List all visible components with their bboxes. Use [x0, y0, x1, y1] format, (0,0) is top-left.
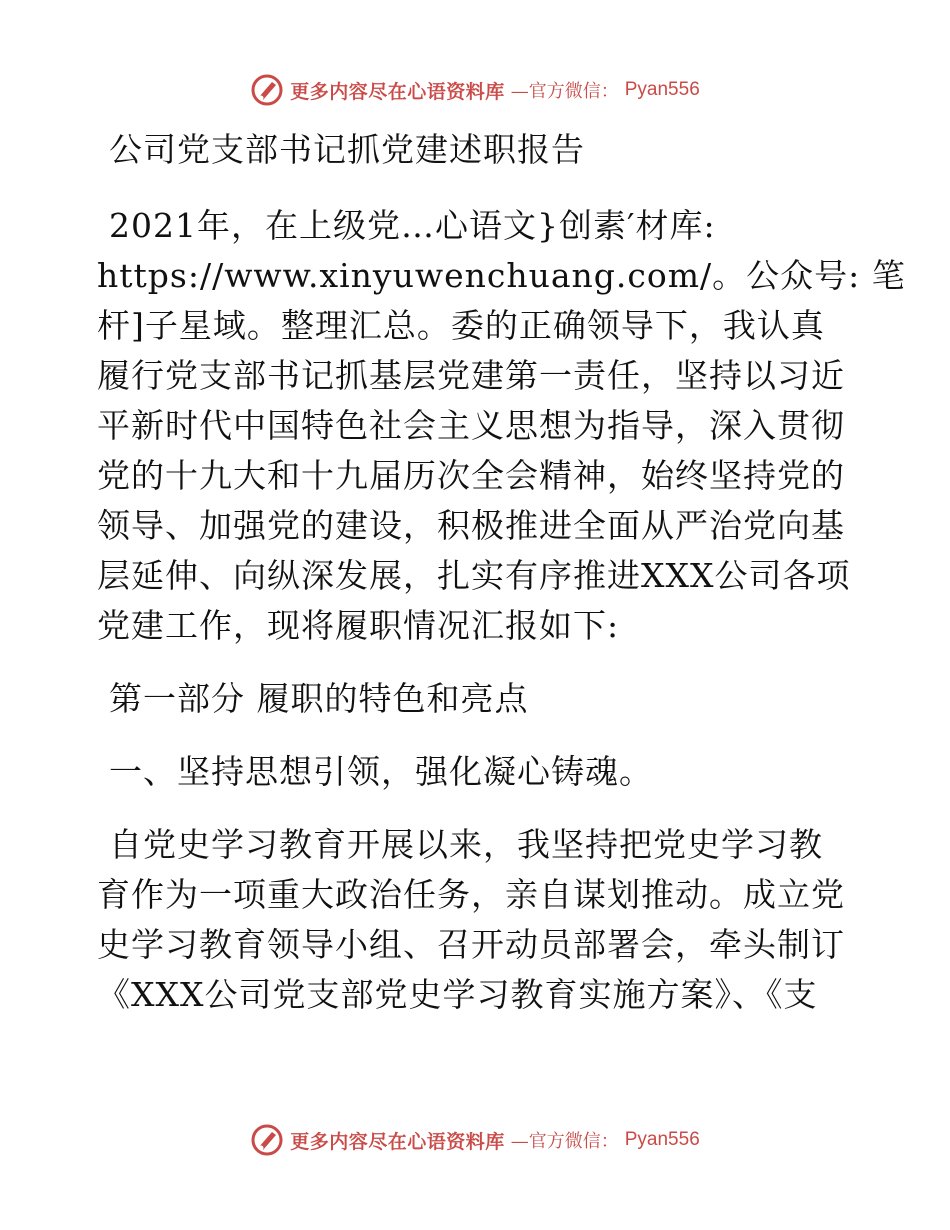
intro-line: 党建工作，现将履职情况汇报如下:	[97, 606, 620, 645]
intro-line: 层延伸、向纵深发展，扎实有序推进XXX公司各项	[97, 556, 851, 595]
banner-main-text: 更多内容尽在心语资料库	[290, 80, 505, 103]
header-banner	[0, 70, 950, 110]
footer-banner	[0, 1120, 950, 1160]
intro-line: 党的十九大和十九届历次全会精神，始终坚持党的	[97, 456, 845, 495]
body-line: 育作为一项重大政治任务，亲自谋划推动。成立党	[97, 875, 845, 914]
banner-wechat-id: Pyan556	[624, 79, 700, 100]
intro-line: 杆]子星域。整理汇总。委的正确领导下，我认真	[97, 306, 825, 345]
intro-line: https://www.xinyuwenchuang.com/。公众号: 笔	[97, 256, 906, 295]
intro-line: 领导、加强党的建设，积极推进全面从严治党向基	[97, 506, 845, 545]
intro-paragraph	[97, 201, 906, 651]
intro-line: 履行党支部书记抓基层党建第一责任，坚持以习近	[97, 356, 845, 395]
banner-wechat-id: Pyan556	[624, 1129, 700, 1150]
pen-logo-icon	[250, 73, 284, 107]
body-line: 自党史学习教育开展以来，我坚持把党史学习教	[109, 825, 823, 864]
intro-line: 平新时代中国特色社会主义思想为指导，深入贯彻	[97, 406, 845, 445]
intro-line: 2021年，在上级党…心语文}创素′材库:	[109, 206, 716, 245]
banner-sub-text: —官方微信：	[510, 81, 619, 102]
part-heading: 第一部分 履职的特色和亮点	[109, 679, 529, 718]
section-heading: 一、坚持思想引领，强化凝心铸魂。	[109, 752, 653, 791]
body-paragraph	[97, 820, 857, 1020]
body-line: 《XXX公司党支部党史学习教育实施方案》、《支	[97, 975, 818, 1014]
body-line: 史学习教育领导小组、召开动员部署会，牵头制订	[97, 925, 845, 964]
banner-sub-text: —官方微信：	[510, 1131, 619, 1152]
banner-main-text: 更多内容尽在心语资料库	[290, 1130, 505, 1153]
document-body	[97, 118, 906, 1020]
document-title: 公司党支部书记抓党建述职报告	[109, 130, 585, 169]
pen-logo-icon	[250, 1123, 284, 1157]
